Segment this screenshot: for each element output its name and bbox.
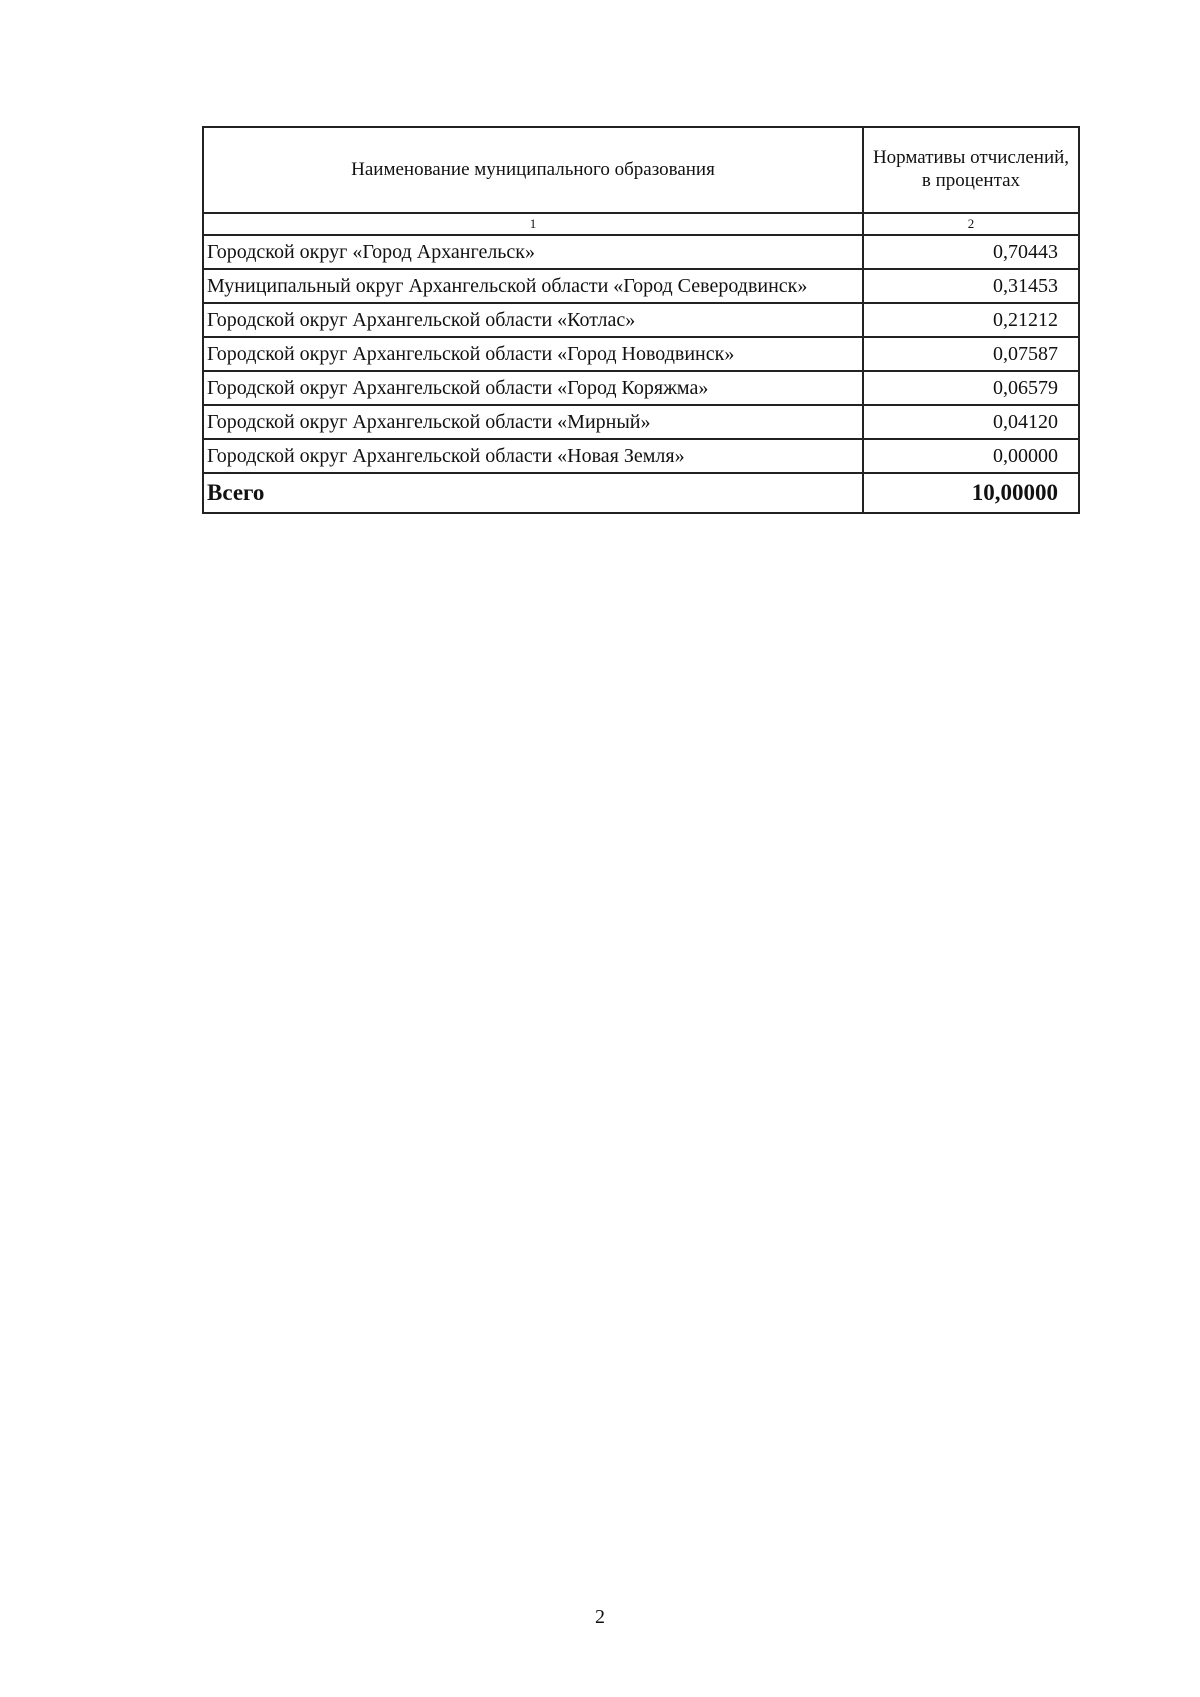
- table-row: [203, 235, 1079, 269]
- allocation-norms-table: [202, 126, 1080, 514]
- page-number: 2: [595, 1606, 605, 1628]
- table-row: [203, 269, 1079, 303]
- municipality-name: Муниципальный округ Архангельской области «Город Северодвинск»: [203, 269, 863, 303]
- municipality-name: Городской округ Архангельской области «Город Коряжма»: [203, 371, 863, 405]
- total-label: Всего: [203, 473, 863, 513]
- municipality-name: Городской округ Архангельской области «Новая Земля»: [203, 439, 863, 473]
- table-row: [203, 337, 1079, 371]
- municipality-name: Городской округ Архангельской области «Котлас»: [203, 303, 863, 337]
- norm-value: 0,07587: [863, 337, 1079, 371]
- table-row: [203, 439, 1079, 473]
- header-norms-line2: в процентах: [921, 170, 1021, 191]
- total-row: [203, 473, 1079, 513]
- column-number-1: 1: [203, 213, 863, 235]
- municipality-name: Городской округ Архангельской области «Город Новодвинск»: [203, 337, 863, 371]
- municipality-name: Городской округ «Город Архангельск»: [203, 235, 863, 269]
- norm-value: 0,31453: [863, 269, 1079, 303]
- table-header-row: [203, 127, 1079, 213]
- header-municipality-name: Наименование муниципального образования: [203, 127, 863, 213]
- norm-value: 0,70443: [863, 235, 1079, 269]
- table-row: [203, 303, 1079, 337]
- column-number-2: 2: [863, 213, 1079, 235]
- total-value: 10,00000: [863, 473, 1079, 513]
- column-numbers-row: [203, 213, 1079, 235]
- norm-value: 0,04120: [863, 405, 1079, 439]
- norm-value: 0,00000: [863, 439, 1079, 473]
- norm-value: 0,21212: [863, 303, 1079, 337]
- table-row: [203, 371, 1079, 405]
- header-norms-percent: [863, 127, 1079, 213]
- header-norms-line1: Нормативы отчислений,: [872, 147, 1070, 169]
- table-row: [203, 405, 1079, 439]
- norm-value: 0,06579: [863, 371, 1079, 405]
- municipality-name: Городской округ Архангельской области «Мирный»: [203, 405, 863, 439]
